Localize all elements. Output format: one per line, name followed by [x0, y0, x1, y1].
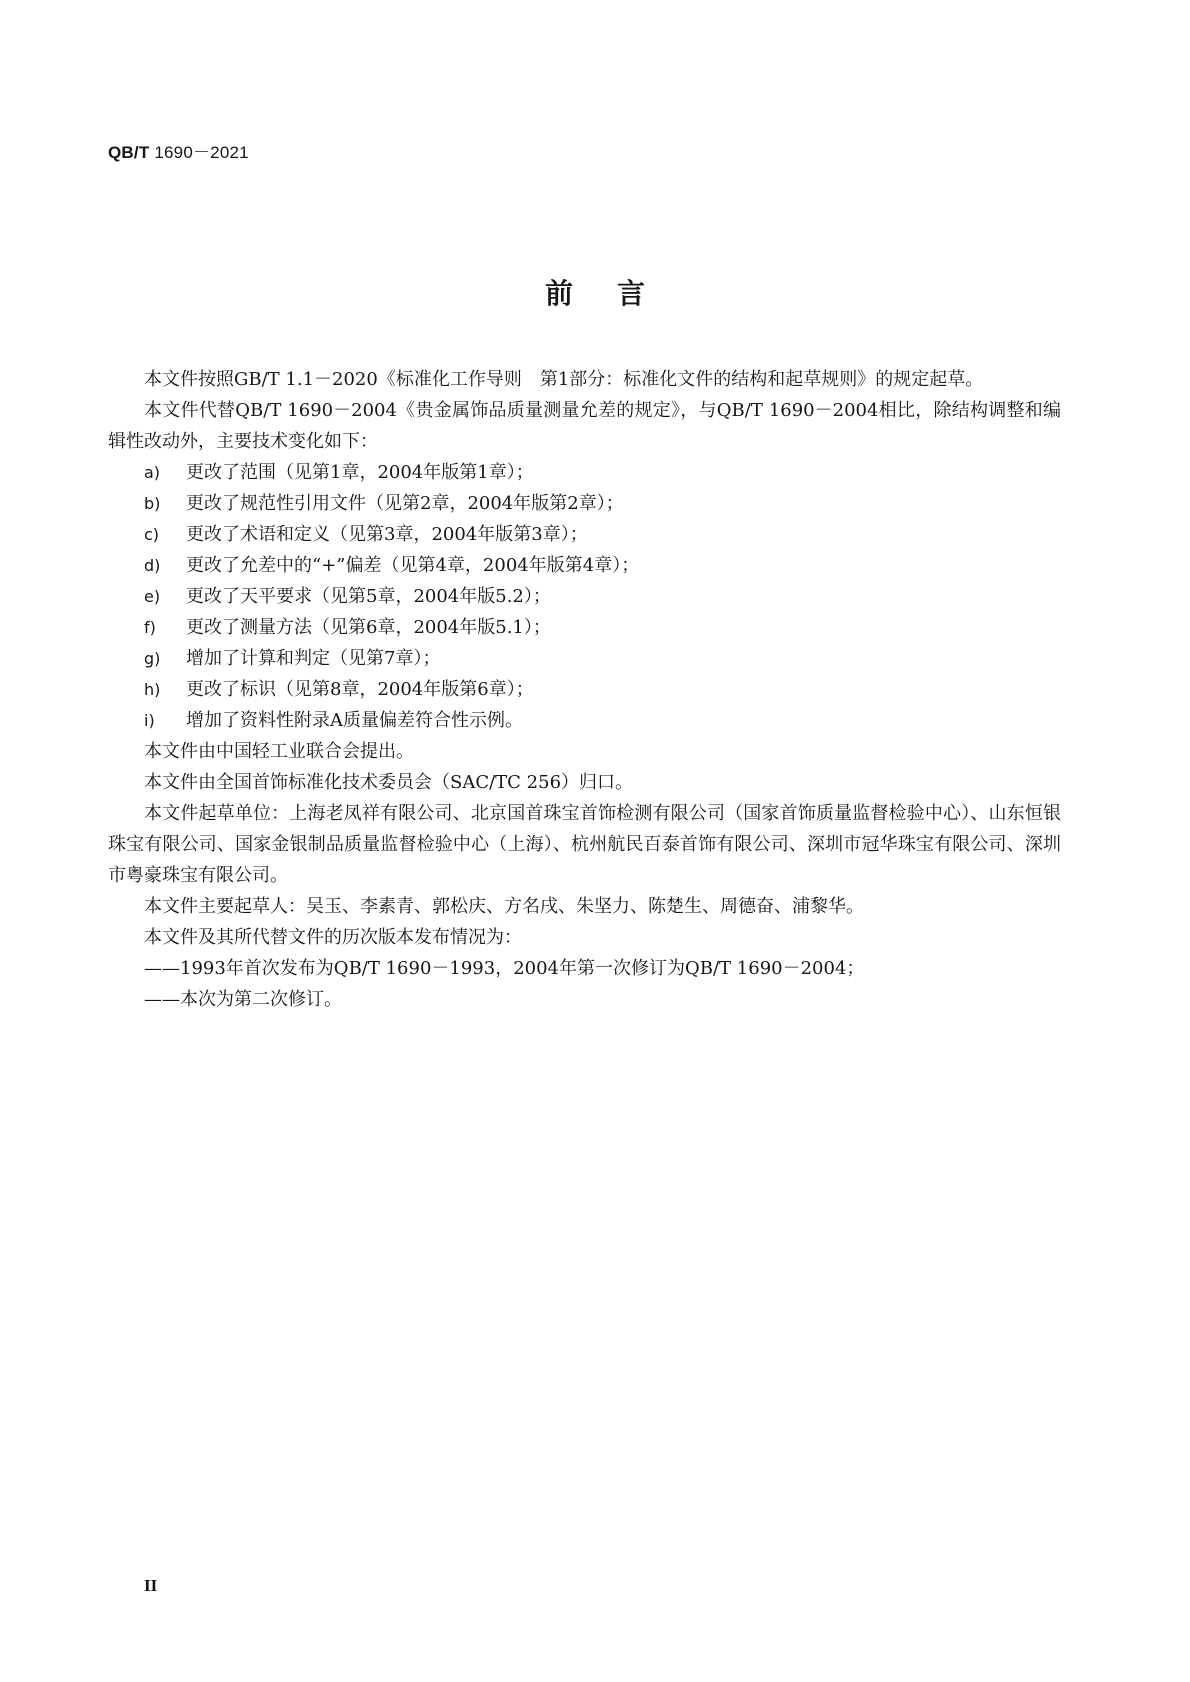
- list-item-mark: f): [144, 618, 156, 637]
- page-title: 前言: [544, 277, 689, 310]
- list-item: [108, 550, 1061, 581]
- list-item-mark: e): [144, 587, 161, 606]
- paragraph-drafting-basis: 本文件按照GB/T 1.1－2020《标准化工作导则 第1部分：标准化文件的结构和起草规则》的规定起草。: [144, 369, 984, 390]
- history-item: ——1993年首次发布为QB/T 1690－1993，2004年第一次修订为QB/T 1690－2004；: [144, 958, 865, 979]
- list-item-text: 更改了天平要求（见第5章，2004年版5.2）；: [186, 586, 551, 607]
- list-item-mark: d): [144, 556, 161, 575]
- list-item: [108, 488, 1061, 519]
- list-item-text: 更改了测量方法（见第6章，2004年版5.1）；: [186, 617, 551, 638]
- list-item: [108, 643, 1061, 674]
- list-item-text: 增加了资料性附录A质量偏差符合性示例。: [186, 710, 523, 731]
- document-code-prefix: QB/T: [108, 143, 150, 162]
- paragraph-committee: 本文件由全国首饰标准化技术委员会（SAC/TC 256）归口。: [144, 772, 634, 793]
- list-item: [108, 457, 1061, 488]
- list-item-mark: a): [144, 463, 161, 482]
- list-item: [108, 674, 1061, 705]
- list-item-mark: i): [144, 711, 155, 730]
- list-item-text: 更改了范围（见第1章，2004年版第1章）；: [186, 462, 534, 483]
- paragraph-drafters: 本文件主要起草人：吴玉、李素青、郭松庆、方名戌、朱坚力、陈楚生、周德奋、浦黎华。: [144, 896, 864, 917]
- paragraph-proposer: 本文件由中国轻工业联合会提出。: [144, 741, 414, 762]
- paragraph-version-history: 本文件及其所代替文件的历次版本发布情况为：: [144, 927, 522, 948]
- list-item: [108, 581, 1061, 612]
- list-item-text: 更改了规范性引用文件（见第2章，2004年版第2章）；: [186, 493, 624, 514]
- list-item-mark: g): [144, 649, 161, 668]
- list-item-text: 更改了允差中的“+”偏差（见第4章，2004年版第4章）；: [186, 555, 640, 576]
- list-item-mark: c): [144, 525, 160, 544]
- list-item-text: 更改了标识（见第8章，2004年版第6章）；: [186, 679, 534, 700]
- list-item-text: 增加了计算和判定（见第7章）；: [186, 648, 441, 669]
- paragraph-replacement: 本文件代替QB/T 1690－2004《贵金属饰品质量测量允差的规定》，与QB/T 1690－2004相比，除结构调整和编辑性改动外，主要技术变化如下：: [108, 400, 1061, 452]
- document-code-number: 1690－2021: [154, 143, 249, 162]
- list-item: [108, 519, 1061, 550]
- list-item-text: 更改了术语和定义（见第3章，2004年版第3章）；: [186, 524, 588, 545]
- document-body: [108, 364, 1061, 1015]
- paragraph-drafting-units: 本文件起草单位：上海老凤祥有限公司、北京国首珠宝首饰检测有限公司（国家首饰质量监督检验中心）、山东恒银珠宝有限公司、国家金银制品质量监督检验中心（上海）、杭州航民百泰首饰有限公司、深圳市冠华珠宝有限公司、深圳市粤豪珠宝有限公司。: [108, 803, 1061, 886]
- list-item-mark: b): [144, 494, 161, 513]
- list-item: [108, 612, 1061, 643]
- document-code: [108, 138, 249, 163]
- list-item: [108, 705, 1061, 736]
- page-number: II: [144, 1576, 158, 1595]
- list-item-mark: h): [144, 680, 161, 699]
- history-item: ——本次为第二次修订。: [144, 989, 342, 1010]
